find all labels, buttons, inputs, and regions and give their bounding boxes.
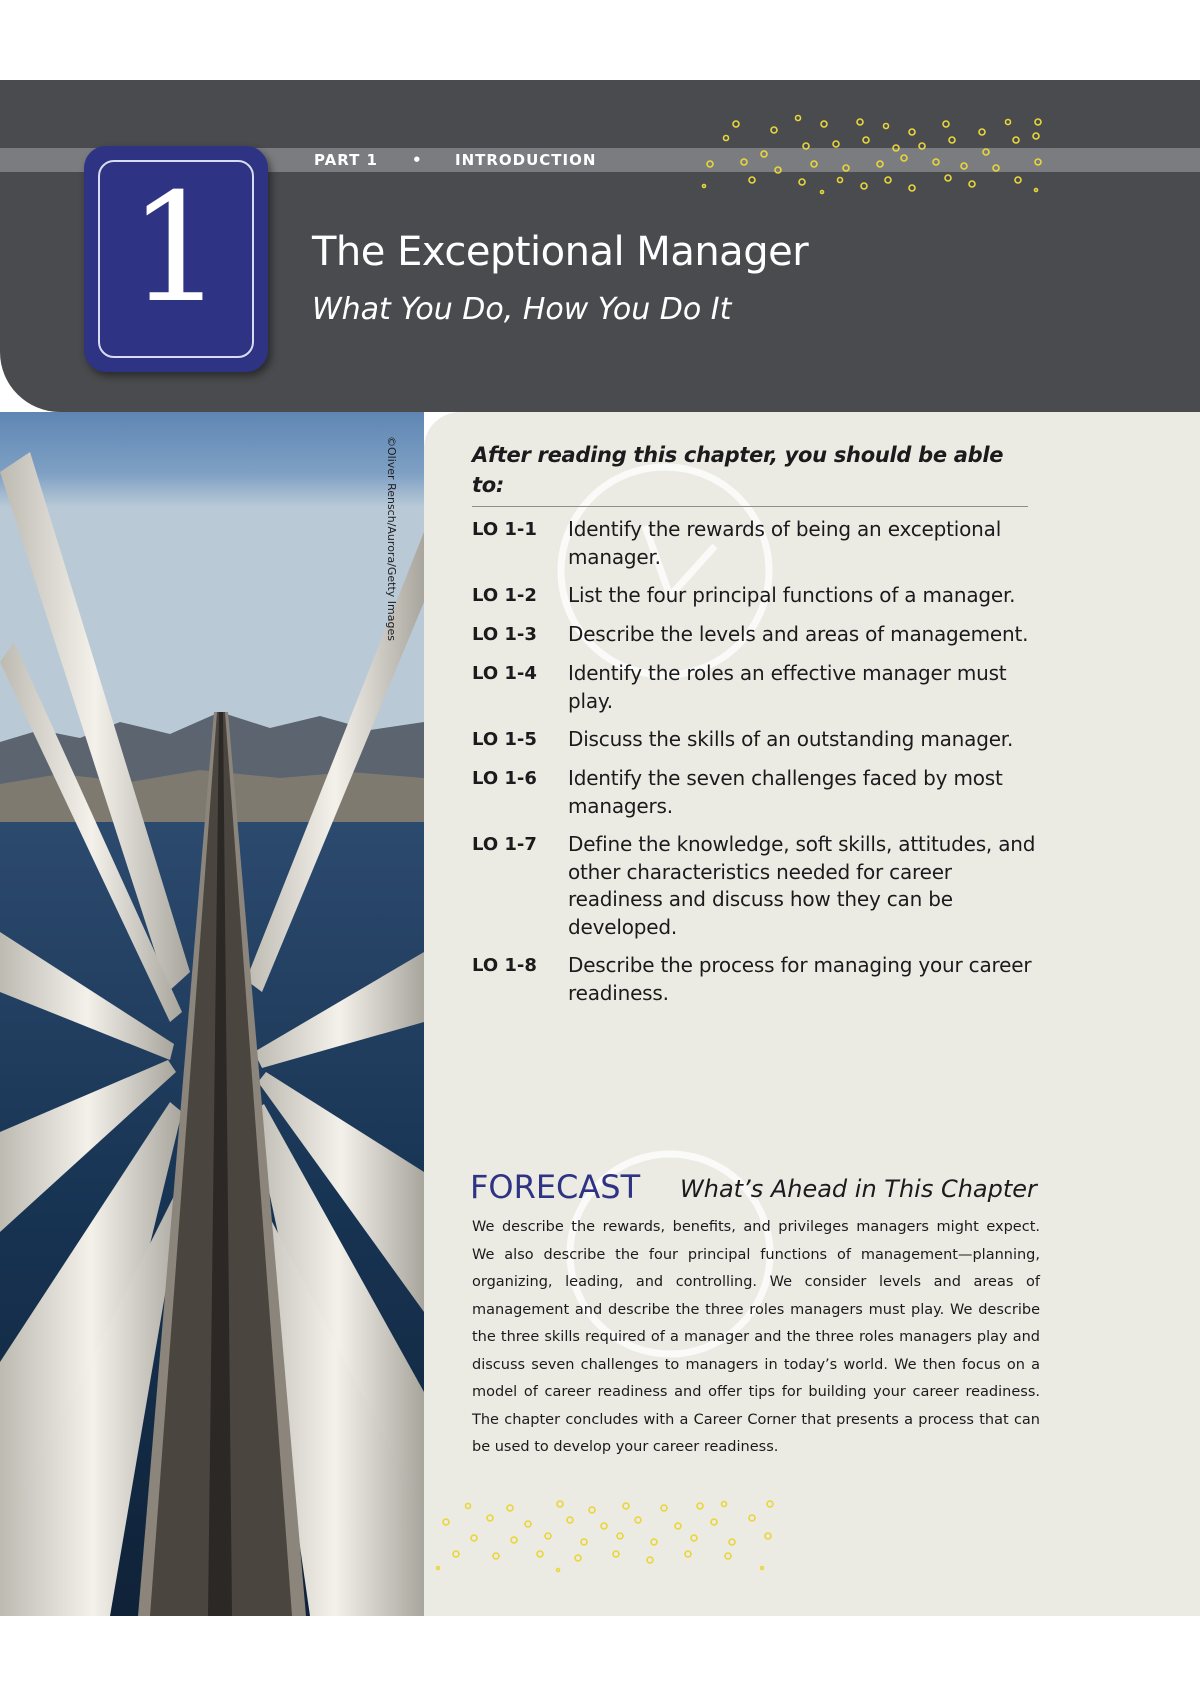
forecast-body: We describe the rewards, benefits, and privileges managers might expect. We also describe the four principal functions of management—planning, organizing, leading, and controlling. We consider levels and areas of management and describe the three roles managers must play. We describe the three skills required of a manager and the three roles managers play and discuss seven challenges to managers in today’s world. We then focus on a model of career readiness and offer tips for building your career readiness. The chapter concludes with a Career Corner that presents a process that can be used to develop your career readiness. (472, 1219, 1040, 1455)
part-separator: • (412, 151, 423, 169)
chapter-subtitle: What You Do, How You Do It (312, 292, 732, 327)
objective-number: LO 1-8 (472, 955, 537, 976)
learning-objective (472, 621, 1052, 649)
objective-text: Describe the levels and areas of management. (568, 622, 1029, 646)
objectives-heading: After reading this chapter, you should be able to: (472, 440, 1028, 507)
objective-number: LO 1-5 (472, 729, 537, 750)
objective-number: LO 1-7 (472, 834, 537, 855)
learning-objective (472, 582, 1052, 610)
chapter-number-badge (84, 146, 268, 372)
objective-number: LO 1-3 (472, 624, 537, 645)
learning-objectives-list (472, 516, 1052, 1018)
section-label: INTRODUCTION (455, 151, 597, 169)
learning-objective (472, 831, 1052, 941)
objective-text: Identify the roles an effective manager must play. (568, 661, 1007, 713)
objective-text: List the four principal functions of a manager. (568, 583, 1016, 607)
objective-text: Define the knowledge, soft skills, attitudes, and other characteristics needed for career readiness and discuss how they can be developed. (568, 832, 1036, 939)
forecast-subtitle: What’s Ahead in This Chapter (680, 1175, 1037, 1203)
objective-text: Discuss the skills of an outstanding manager. (568, 727, 1014, 751)
objective-number: LO 1-4 (472, 663, 537, 684)
chapter-title: The Exceptional Manager (312, 229, 809, 275)
objective-number: LO 1-1 (472, 519, 537, 540)
photo-credit: ©Oliver Rensch/Aurora/Getty Images (385, 436, 398, 641)
objective-number: LO 1-2 (472, 585, 537, 606)
objective-text: Describe the process for managing your career readiness. (568, 953, 1032, 1005)
objective-text: Identify the seven challenges faced by most managers. (568, 766, 1003, 818)
learning-objective (472, 660, 1052, 715)
part-label: PART 1 (314, 151, 378, 169)
decorative-dots-top (690, 110, 1050, 200)
bridge-aerial-photo (0, 412, 424, 1616)
decorative-dots-bottom (432, 1498, 782, 1578)
learning-objective (472, 516, 1052, 571)
learning-objective (472, 765, 1052, 820)
learning-objective (472, 726, 1052, 754)
bridge-illustration (0, 412, 424, 1616)
objective-number: LO 1-6 (472, 768, 537, 789)
forecast-title: FORECAST (470, 1168, 641, 1206)
chapter-number: 1 (128, 162, 224, 336)
objective-text: Identify the rewards of being an exceptional manager. (568, 517, 1002, 569)
learning-objective (472, 952, 1052, 1007)
